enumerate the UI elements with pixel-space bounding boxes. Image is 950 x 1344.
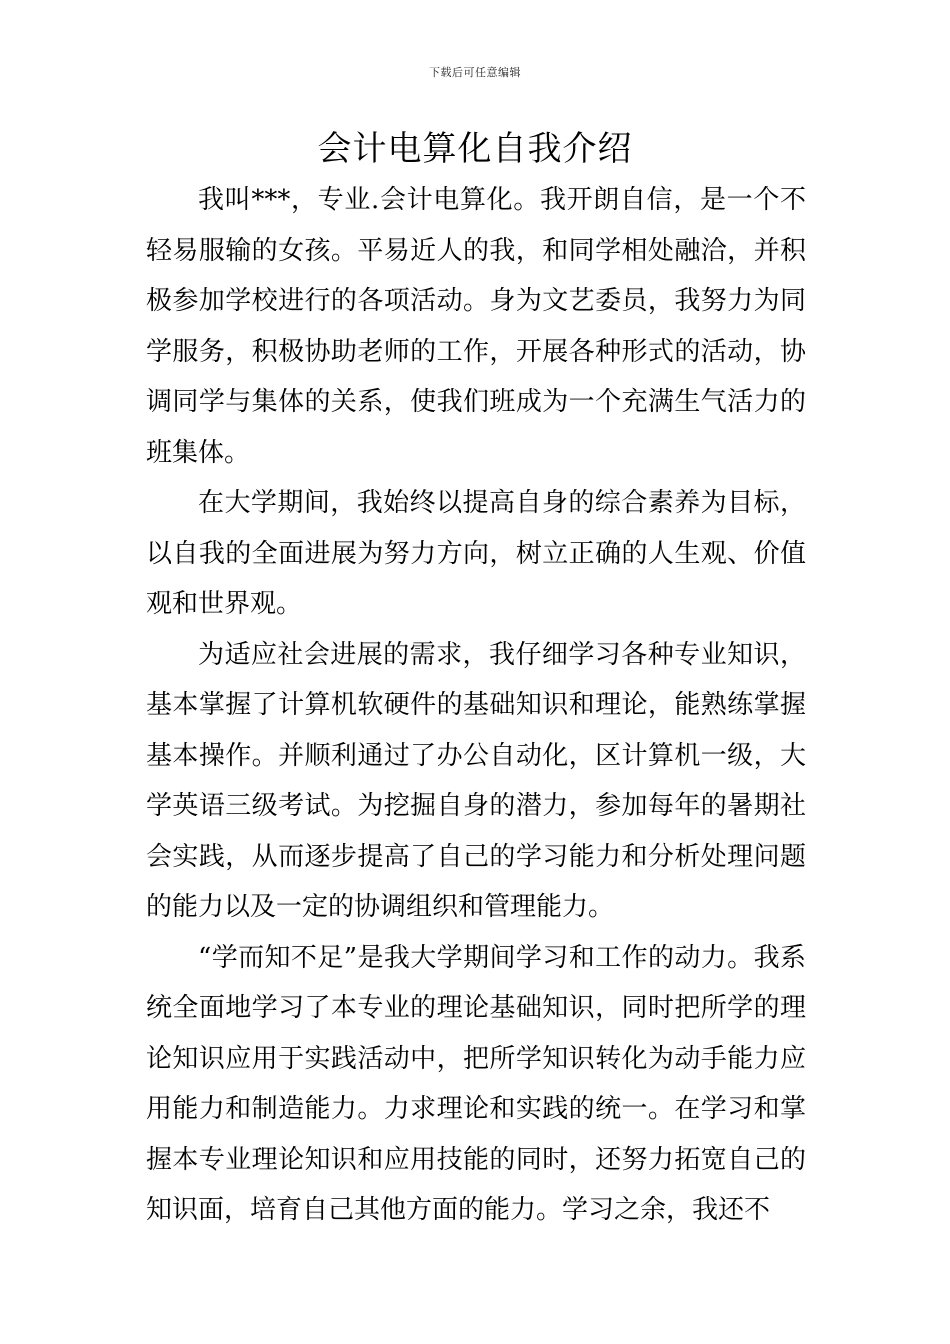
header-note: 下载后可任意编辑 — [429, 66, 521, 79]
paragraph-3: 为适应社会进展的需求，我仔细学习各种专业知识，基本掌握了计算机软硬件的基础知识和理论，能熟练掌握基本操作。并顺利通过了办公自动化，区计算机一级，大学英语三级考试。为挖掘自身的潜力，参加每年的暑期社会实践，从而逐步提高了自己的学习能力和分析处理问题的能力以及一定的协调组织和管理能力。 — [146, 639, 806, 922]
document-title: 会计电算化自我介绍 — [317, 129, 633, 169]
paragraph-1: 我叫***，专业.会计电算化。我开朗自信，是一个不轻易服输的女孩。平易近人的我，和同学相处融洽，并积极参加学校进行的各项活动。身为文艺委员，我努力为同学服务，积极协助老师的工作，开展各种形式的活动，协调同学与集体的关系，使我们班成为一个充满生气活力的班集体。 — [146, 185, 806, 468]
paragraph-4: “学而知不足”是我大学期间学习和工作的动力。我系统全面地学习了本专业的理论基础知识，同时把所学的理论知识应用于实践活动中，把所学知识转化为动手能力应用能力和制造能力。力求理论和实践的统一。在学习和掌握本专业理论知识和应用技能的同时，还努力拓宽自己的知识面，培育自己其他方面的能力。学习之余，我还不 — [146, 942, 806, 1225]
paragraph-2: 在大学期间，我始终以提高自身的综合素养为目标，以自我的全面进展为努力方向，树立正确的人生观、价值观和世界观。 — [146, 488, 806, 619]
document-body — [146, 175, 806, 1236]
